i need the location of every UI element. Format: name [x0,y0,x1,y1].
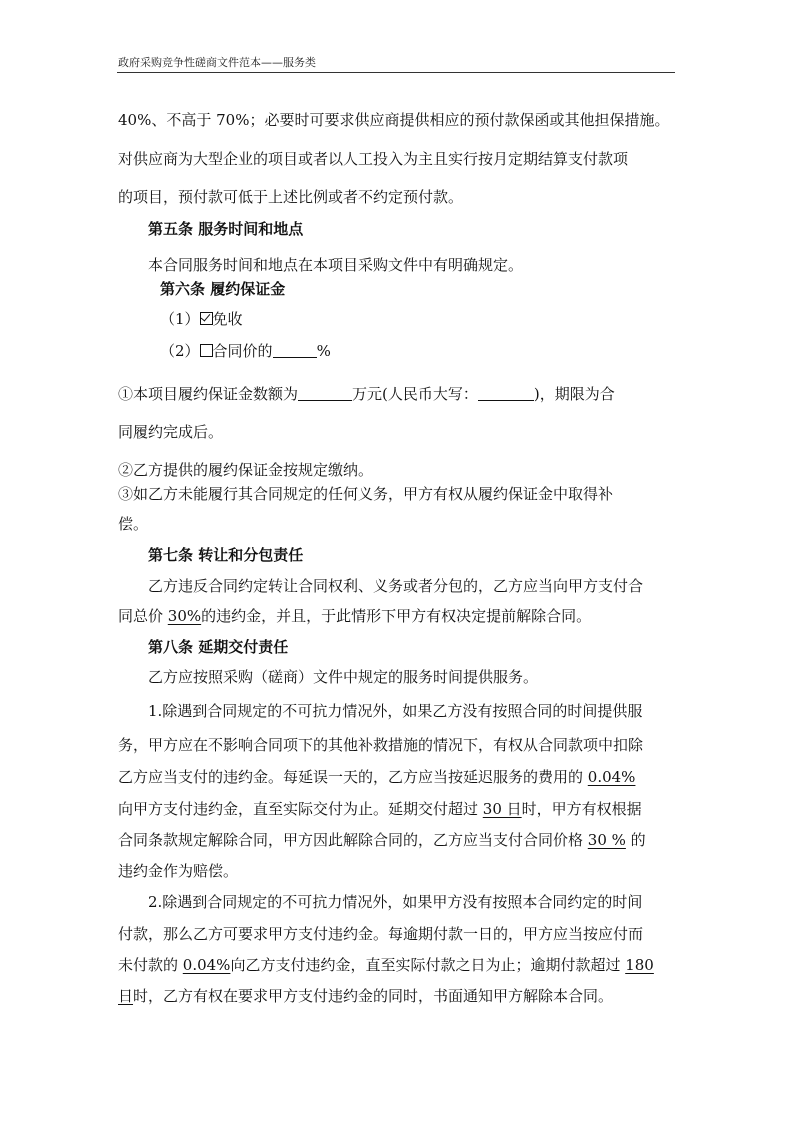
article-6-title: 第六条 履约保证金 [160,280,286,298]
text-run: 的 [625,831,646,849]
article-5-title: 第五条 服务时间和地点 [148,220,304,238]
para-2-line [118,956,654,974]
text-run: 乙方应当支付的违约金。每延误一天的，乙方应当按延迟服务的费用的 [118,768,588,786]
para-1-line: 违约金作为赔偿。 [118,862,239,880]
header-divider [117,72,675,73]
overdue-rate: 0.04% [182,956,231,974]
option-2 [160,342,331,360]
article-8-title: 第八条 延期交付责任 [148,638,289,656]
para-1-line [118,800,642,818]
compensation-rate: 30 % [587,831,626,849]
clause-1-text-a: ①本项目履约保证金数额为 [118,385,299,403]
option-1-prefix: （1） [160,310,200,328]
para-line: 的项目，预付款可低于上述比例或者不约定预付款。 [118,188,464,206]
text-run: 未付款的 [118,956,183,974]
para-2-line [118,987,613,1005]
clause-1-text-c: )，期限为合 [533,385,615,403]
para-line: 对供应商为大型企业的项目或者以人工投入为主且实行按月定期结算支付款项 [118,150,629,168]
amount-blank [298,387,352,401]
text-run: 时，甲方有权根据 [521,800,642,818]
overdue-days-limit: 180 [625,956,654,974]
page-header-title: 政府采购竞争性磋商文件范本——服务类 [118,56,316,69]
option-2-suffix: % [316,342,331,360]
para-2-line: 2.除遇到合同规定的不可抗力情况外，如果甲方没有按照本合同约定的时间 [148,893,643,911]
text-run: 向乙方支付违约金，直至实际付款之日为止；逾期付款超过 [230,956,626,974]
para-1-line [118,831,646,849]
para-2-line: 付款，那么乙方可要求甲方支付违约金。每逾期付款一日的，甲方应当按应付而 [118,925,644,943]
text-run: 向甲方支付违约金，直至实际交付为止。延期交付超过 [118,800,483,818]
para-line: 40%、不高于 70%；必要时可要求供应商提供相应的预付款保函或其他担保措施。 [118,111,670,129]
para-1-line: 1.除遇到合同规定的不可抗力情况外，如果乙方没有按照合同的时间提供服 [148,702,643,720]
article-7-title: 第七条 转让和分包责任 [148,546,304,564]
penalty-rate: 30% [167,607,202,625]
clause-3-line-2: 偿。 [118,515,149,533]
clause-1-line [118,385,615,403]
para-1-line [118,768,635,786]
unchecked-checkbox-icon[interactable] [200,344,213,357]
article-7-line-2 [118,607,591,625]
text-run: 合同条款规定解除合同，甲方因此解除合同的，乙方应当支付合同价格 [118,831,588,849]
option-2-prefix: （2） [160,342,200,360]
clause-1-text-b: 万元(人民币大写： [352,385,478,403]
text-run: 时，乙方有权在要求甲方支付违约金的同时，书面通知甲方解除本合同。 [133,987,614,1005]
option-1-label: 免收 [212,310,243,328]
percent-blank [273,344,317,358]
clause-1-line-2: 同履约完成后。 [118,423,224,441]
option-1 [160,310,243,328]
amount-words-blank [478,387,534,401]
article-7-line-1: 乙方违反合同约定转让合同权利、义务或者分包的，乙方应当向甲方支付合 [148,577,644,595]
article-5-text: 本合同服务时间和地点在本项目采购文件中有明确规定。 [148,256,524,274]
clause-3-line-1: ③如乙方未能履行其合同规定的任何义务，甲方有权从履约保证金中取得补 [118,485,614,503]
article-8-intro: 乙方应按照采购（磋商）文件中规定的服务时间提供服务。 [148,668,539,686]
para-1-line: 务，甲方应在不影响合同项下的其他补救措施的情况下，有权从合同款项中扣除 [118,736,644,754]
clause-2: ②乙方提供的履约保证金按规定缴纳。 [118,461,374,479]
text-run: 的违约金，并且，于此情形下甲方有权决定提前解除合同。 [201,607,592,625]
delay-days-limit: 30 日 [482,800,522,818]
option-2-label: 合同价的 [212,342,273,360]
daily-penalty-rate: 0.04% [587,768,636,786]
checked-checkbox-icon[interactable] [200,312,213,325]
overdue-days-unit: 日 [118,987,134,1005]
text-run: 同总价 [118,607,168,625]
